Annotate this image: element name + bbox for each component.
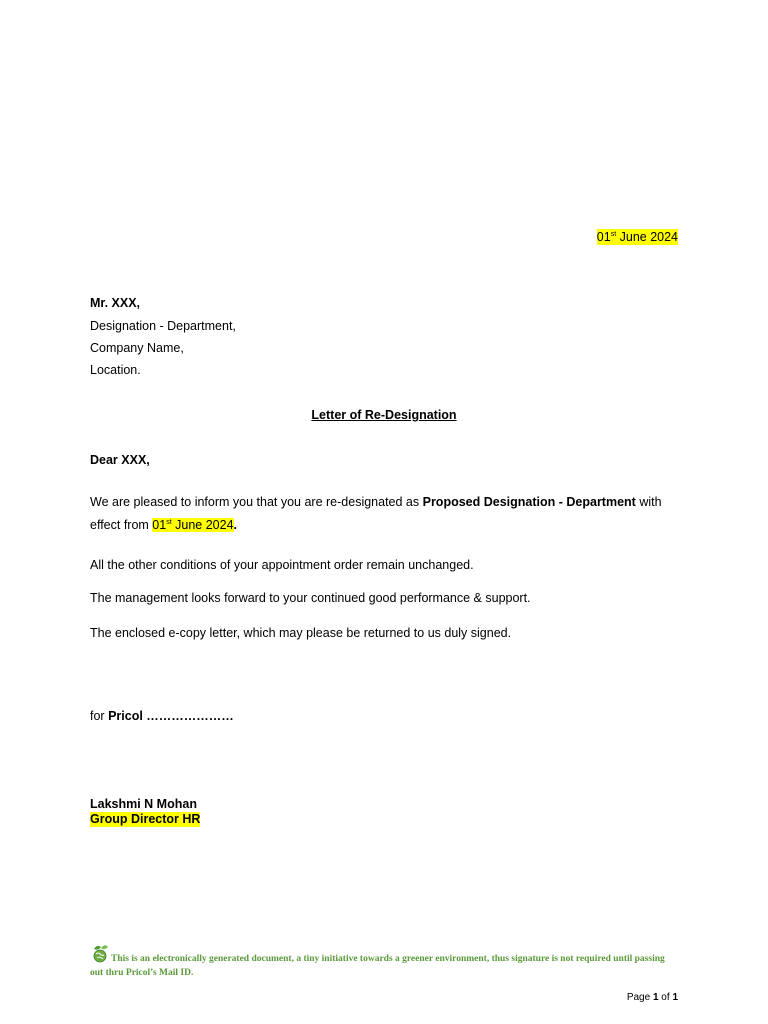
p1-text-before: We are pleased to inform you that you are re-designated as [90,495,423,509]
proposed-designation: Proposed Designation - Department [422,495,636,509]
effective-suffix: st [166,519,172,526]
sign-off [90,708,234,724]
p1-period: . [233,518,237,532]
recipient-company: Company Name, [90,341,184,355]
signature-dots: ………………… [142,709,234,723]
paragraph-redesignation [90,491,680,537]
effective-day: 01 [152,518,167,532]
footer-note-text: This is an electronically generated document, a tiny initiative towards a greener environment, thus signature is not required until passing out thru Pricol’s Mail ID. [90,954,665,978]
page-prefix: Page [626,992,653,1003]
date-suffix: st [610,231,617,238]
date-rest: June 2024 [616,230,678,244]
paragraph-conditions: All the other conditions of your appointment order remain unchanged. [90,558,474,572]
effective-rest: June 2024 [171,518,234,532]
page-current: 1 [652,992,659,1003]
recipient-name: Mr. XXX, [90,296,141,310]
paragraph-management: The management looks forward to your continued good performance & support. [90,591,531,605]
p1-text-after: with effect from [90,495,662,532]
sign-off-for: for [90,709,109,723]
leaf-globe-icon [90,944,110,967]
signatory-title: Group Director HR [90,812,201,826]
page-of: of [658,992,673,1003]
letter-subject: Letter of Re-Designation [311,408,457,422]
recipient-location: Location. [90,363,141,377]
signatory-name: Lakshmi N Mohan [90,797,197,811]
date-day: 01 [596,230,611,244]
letter-date [597,229,678,245]
company-name: Pricol [108,709,143,723]
salutation: Dear XXX, [90,453,150,467]
footer-note [90,944,680,979]
recipient-designation: Designation - Department, [90,319,236,333]
page-total: 1 [672,992,678,1003]
effective-date [152,518,233,532]
paragraph-enclosed: The enclosed e-copy letter, which may please be returned to us duly signed. [90,626,512,640]
page-number [627,992,678,1003]
